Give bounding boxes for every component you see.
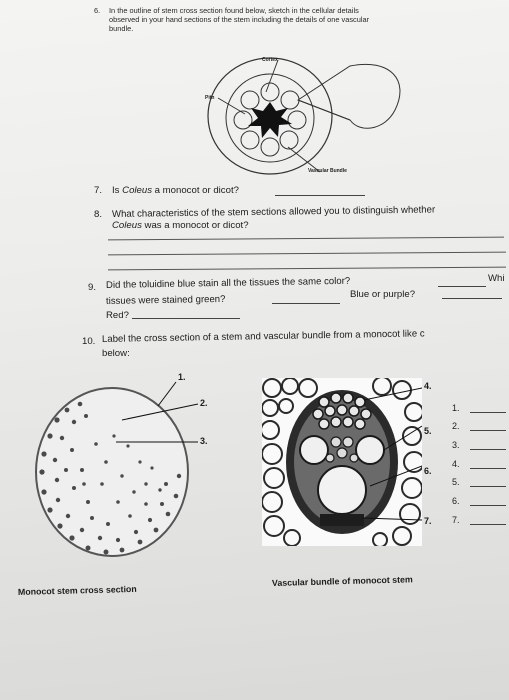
answer-blank-1[interactable] bbox=[470, 412, 506, 413]
q9-line3: Red? bbox=[106, 310, 129, 321]
q8-answer-line-1[interactable] bbox=[108, 237, 504, 241]
q9-blank-4[interactable] bbox=[132, 318, 240, 319]
caption-bundle: Vascular bundle of monocot stem bbox=[271, 574, 413, 588]
stem-outline-diagram bbox=[200, 50, 410, 180]
q8-line1: What characteristics of the stem sections allowed you to distinguish whether bbox=[111, 204, 436, 220]
q7-answer-blank[interactable] bbox=[275, 195, 365, 196]
stem-label-2: 2. bbox=[200, 398, 208, 408]
answer-blank-4[interactable] bbox=[470, 468, 506, 469]
q9-blank-3[interactable] bbox=[442, 298, 502, 299]
pith-label: Pith bbox=[205, 95, 215, 101]
answer-blank-6[interactable] bbox=[470, 505, 506, 506]
q7-number: 7. bbox=[94, 185, 103, 196]
stem-label-3: 3. bbox=[200, 436, 208, 446]
caption-stem: Monocot stem cross section bbox=[17, 583, 137, 597]
q8-number: 8. bbox=[94, 209, 103, 220]
q6-number: 6. bbox=[94, 6, 101, 15]
answer-number-3: 3. bbox=[452, 440, 460, 450]
bundle-label-5: 5. bbox=[424, 426, 432, 436]
bundle-label-7: 7. bbox=[424, 516, 432, 526]
answer-number-5: 5. bbox=[452, 477, 460, 487]
q8-line2: Coleus was a monocot or dicot? bbox=[112, 220, 249, 231]
q6-line1: In the outline of stem cross section found below, sketch in the cellular details bbox=[109, 6, 359, 15]
answer-number-1: 1. bbox=[452, 403, 460, 413]
answer-number-4: 4. bbox=[452, 459, 460, 469]
q6-line2: observed in your hand sections of the stem including the details of one vascular bbox=[109, 15, 370, 24]
q10-number: 10. bbox=[82, 336, 96, 347]
answer-blank-3[interactable] bbox=[470, 449, 506, 450]
bundle-label-6: 6. bbox=[424, 466, 432, 476]
q6-line3: bundle. bbox=[109, 24, 134, 33]
answer-blank-7[interactable] bbox=[470, 524, 506, 525]
q9-blank-1[interactable] bbox=[438, 286, 486, 287]
answer-blank-2[interactable] bbox=[470, 430, 506, 431]
stem-label-1: 1. bbox=[178, 372, 186, 382]
q9-line1-end: Whi bbox=[488, 273, 505, 284]
vascular-bundle-label: Vascular Bundle bbox=[308, 168, 347, 174]
q8-answer-line-3[interactable] bbox=[108, 267, 506, 271]
q9-line2: tissues were stained green? bbox=[105, 293, 226, 307]
cortex-label: Cortex bbox=[262, 57, 278, 63]
bundle-label-4: 4. bbox=[424, 381, 432, 391]
q9-line2-mid: Blue or purple? bbox=[350, 289, 416, 300]
q9-number: 9. bbox=[88, 282, 97, 293]
answer-number-6: 6. bbox=[452, 496, 460, 506]
answer-number-7: 7. bbox=[452, 515, 460, 525]
q10-line2: below: bbox=[102, 348, 130, 359]
answer-number-2: 2. bbox=[452, 421, 460, 431]
answer-blank-5[interactable] bbox=[470, 486, 506, 487]
q9-line1: Did the toluidine blue stain all the tissues the same color? bbox=[105, 275, 351, 291]
vascular-bundle-image bbox=[262, 378, 422, 546]
q7-question: Is Coleus a monocot or dicot? bbox=[112, 185, 239, 196]
q9-blank-2[interactable] bbox=[272, 303, 340, 304]
q10-line1: Label the cross section of a stem and vascular bundle from a monocot like c bbox=[101, 328, 425, 345]
monocot-stem-image bbox=[22, 380, 202, 570]
q8-answer-line-2[interactable] bbox=[108, 252, 506, 256]
